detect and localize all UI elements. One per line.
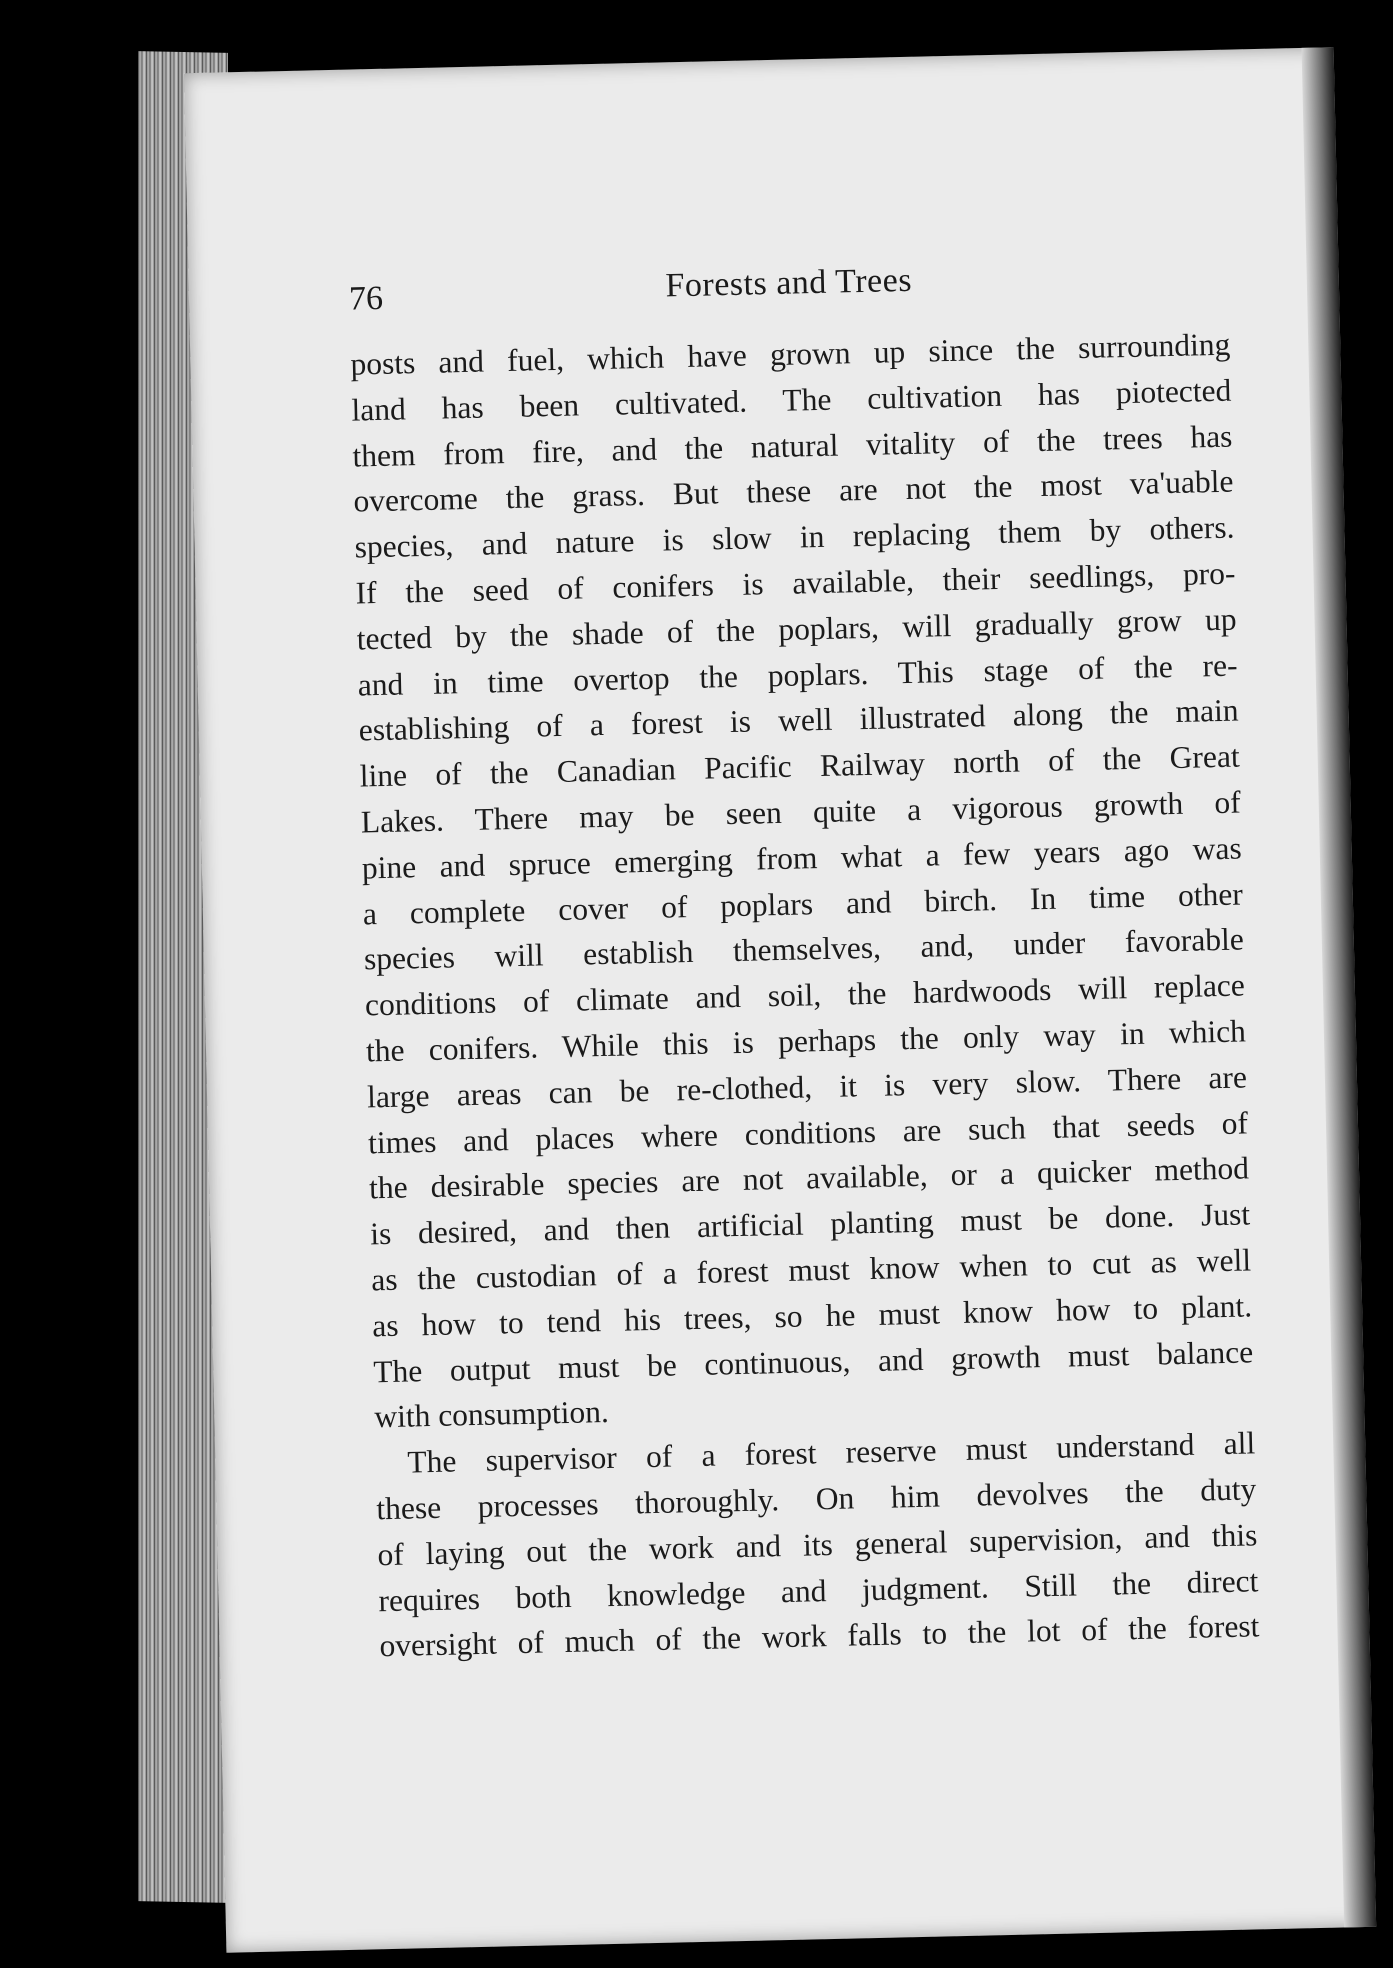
text-line: oversight of much of the work falls to the lot of the forest [379,1608,1260,1664]
text-line: with consumption. [373,1394,610,1435]
running-title: Forests and Trees [665,261,913,305]
paragraph-2 [375,1420,1260,1669]
text-line: pine and spruce emerging from what a few years ago was [361,830,1243,886]
text-line: requires both knowledge and judgment. Still the direct [378,1562,1259,1618]
text-line: them from fire, and the natural vitality of the trees has [352,418,1233,474]
text-line: times and places where conditions are such that seeds of [367,1104,1249,1160]
text-line: these processes thoroughly. On him devolves the duty [376,1471,1257,1527]
text-line: of laying out the work and its general supervision, and this [377,1517,1258,1572]
text-line: the conifers. While this is perhaps the only way in which [365,1013,1247,1069]
binding-gutter [1302,47,1377,1927]
text-line: establishing of a forest is well illustrated along the main [358,692,1239,748]
body-text [350,322,1260,1670]
text-line: overcome the grass. But these are not the most va'uable [353,463,1234,519]
text-line: tected by the shade of the poplars, will gradually grow up [356,601,1237,657]
text-line: a complete cover of poplars and birch. In time other [362,876,1244,931]
text-line: The output must be continuous, and growth must balance [372,1333,1254,1389]
text-line: posts and fuel, which have grown up since the surrounding [350,326,1231,382]
text-line: large areas can be re-clothed, it is very slow. There are [366,1059,1248,1115]
text-line: land has been cultivated. The cultivation has piotected [351,372,1232,428]
text-line: Lakes. There may be seen quite a vigorous growth of [360,784,1242,840]
text-line: is desired, and then artificial planting must be done. Just [369,1196,1251,1252]
page-header [348,255,1229,335]
text-line: If the seed of conifers is available, their seedlings, pro- [355,555,1236,611]
text-line: The supervisor of a forest reserve must understand all [406,1425,1256,1480]
text-line: conditions of climate and soil, the hardwoods will replace [364,967,1246,1023]
paragraph-1 [350,322,1255,1441]
text-line: the desirable species are not available, or a quicker method [368,1150,1250,1206]
text-line: line of the Canadian Pacific Railway north of the Great [359,738,1240,794]
text-line: as the custodian of a forest must know when to cut as well [370,1242,1252,1298]
text-line: as how to tend his trees, so he must know how to plant. [371,1288,1253,1344]
text-line: species, and nature is slow in replacing them by others. [354,509,1235,565]
book-page [184,47,1376,1953]
page-number: 76 [348,279,384,318]
text-line: and in time overtop the poplars. This stage of the re- [357,647,1238,703]
text-line: species will establish themselves, and, under favorable [363,921,1245,977]
